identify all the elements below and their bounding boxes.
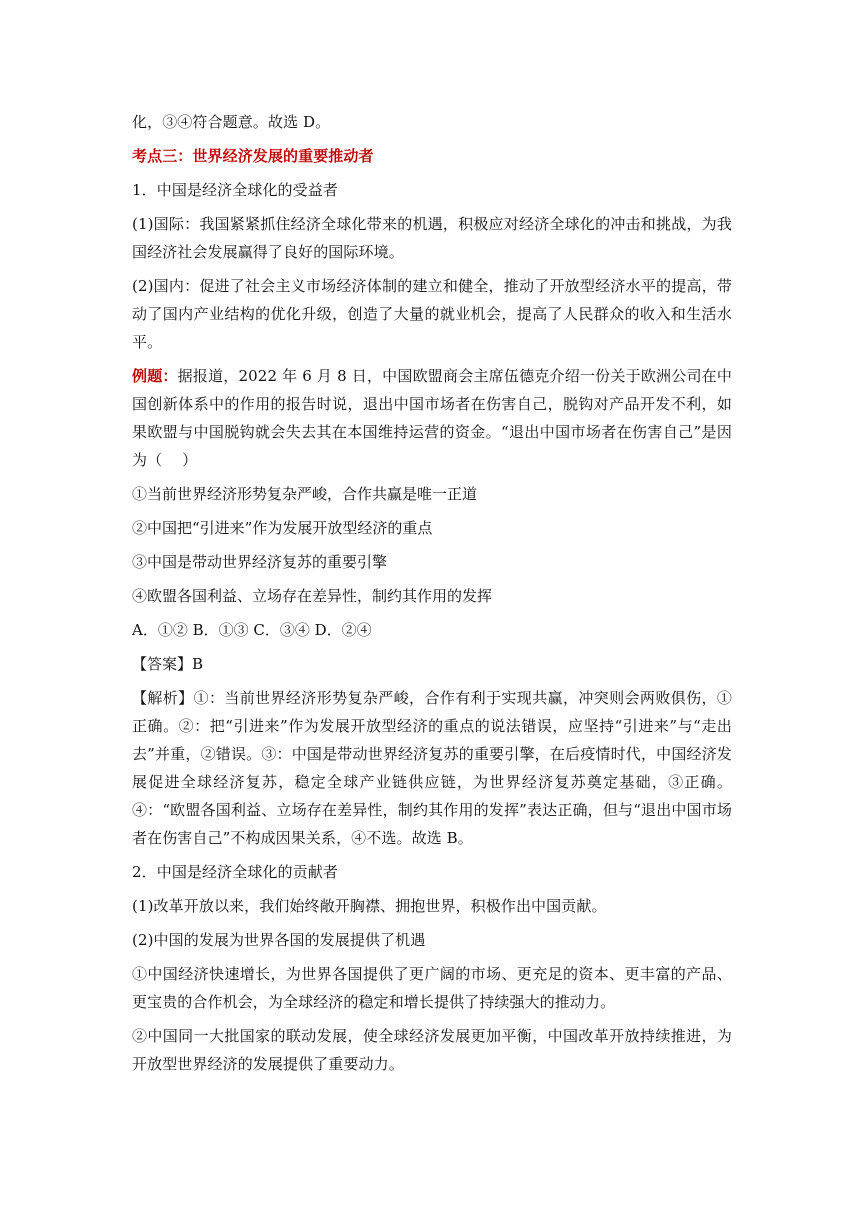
example-question (132, 362, 732, 474)
paragraph-domestic: (2)国内：促进了社会主义市场经济体制的建立和健全，推动了开放型经济水平的提高，带动了国内产业结构的优化升级，创造了大量的就业机会，提高了人民群众的收入和生活水平。 (132, 277, 732, 351)
example-text: 据报道，2022 年 6 月 8 日，中国欧盟商会主席伍德克介绍一份关于欧洲公司在中国创新体系中的作用的报告时说，退出中国市场者在伤害自己，脱钩对产品开发不利，如果欧盟与中国脱钩就会失去其在本国维持运营的资金。“退出中国市场者在伤害自己”是因为（ ） (132, 367, 732, 469)
statement-1: ①当前世界经济形势复杂严峻，合作共赢是唯一正道 (132, 485, 478, 503)
statement-3: ③中国是带动世界经济复苏的重要引擎 (132, 553, 388, 571)
paragraph-international: (1)国际：我国紧紧抓住经济全球化带来的机遇，积极应对经济全球化的冲击和挑战，为我国经济社会发展赢得了良好的国际环境。 (132, 215, 732, 261)
section-heading: 考点三：世界经济发展的重要推动者 (132, 147, 374, 165)
paragraph-linked-development: ②中国同一大批国家的联动发展，使全球经济发展更加平衡，中国改革开放持续推进，为开放型世界经济的发展提供了重要动力。 (132, 1027, 732, 1073)
answer-choices: A．①② B．①③ C．③④ D．②④ (132, 621, 372, 639)
analysis: 【解析】①：当前世界经济形势复杂严峻，合作有利于实现共赢，冲突则会两败俱伤，①正确。②：把“引进来”作为发展开放型经济的重点的说法错误，应坚持“引进来”与“走出去”并重，②错误。③：中国是带动世界经济复苏的重要引擎，在后疫情时代，中国经济发展促进全球经济复苏，稳定全球产业链供应链，为世界经济复苏奠定基础，③正确。④：“欧盟各国利益、立场存在差异性，制约其作用的发挥”表达正确，但与“退出中国市场者在伤害自己”不构成因果关系，④不选。故选 B。 (132, 689, 732, 847)
statement-2: ②中国把“引进来”作为发展开放型经济的重点 (132, 519, 433, 537)
paragraph-contribution-2: (2)中国的发展为世界各国的发展提供了机遇 (132, 931, 426, 949)
statement-4: ④欧盟各国利益、立场存在差异性，制约其作用的发挥 (132, 587, 493, 605)
paragraph-contribution-1: (1)改革开放以来，我们始终敞开胸襟、拥抱世界，积极作出中国贡献。 (132, 897, 607, 915)
answer: 【答案】B (132, 655, 204, 673)
paragraph-growth: ①中国经济快速增长，为世界各国提供了更广阔的市场、更充足的资本、更丰富的产品、更宝贵的合作机会，为全球经济的稳定和增长提供了持续强大的推动力。 (132, 965, 732, 1011)
subheading-beneficiary: 1．中国是经济全球化的受益者 (132, 181, 338, 199)
paragraph-continuation: 化，③④符合题意。故选 D。 (132, 113, 331, 131)
subheading-contributor: 2．中国是经济全球化的贡献者 (132, 863, 338, 881)
example-label: 例题： (132, 367, 178, 385)
document-body (132, 108, 732, 1084)
